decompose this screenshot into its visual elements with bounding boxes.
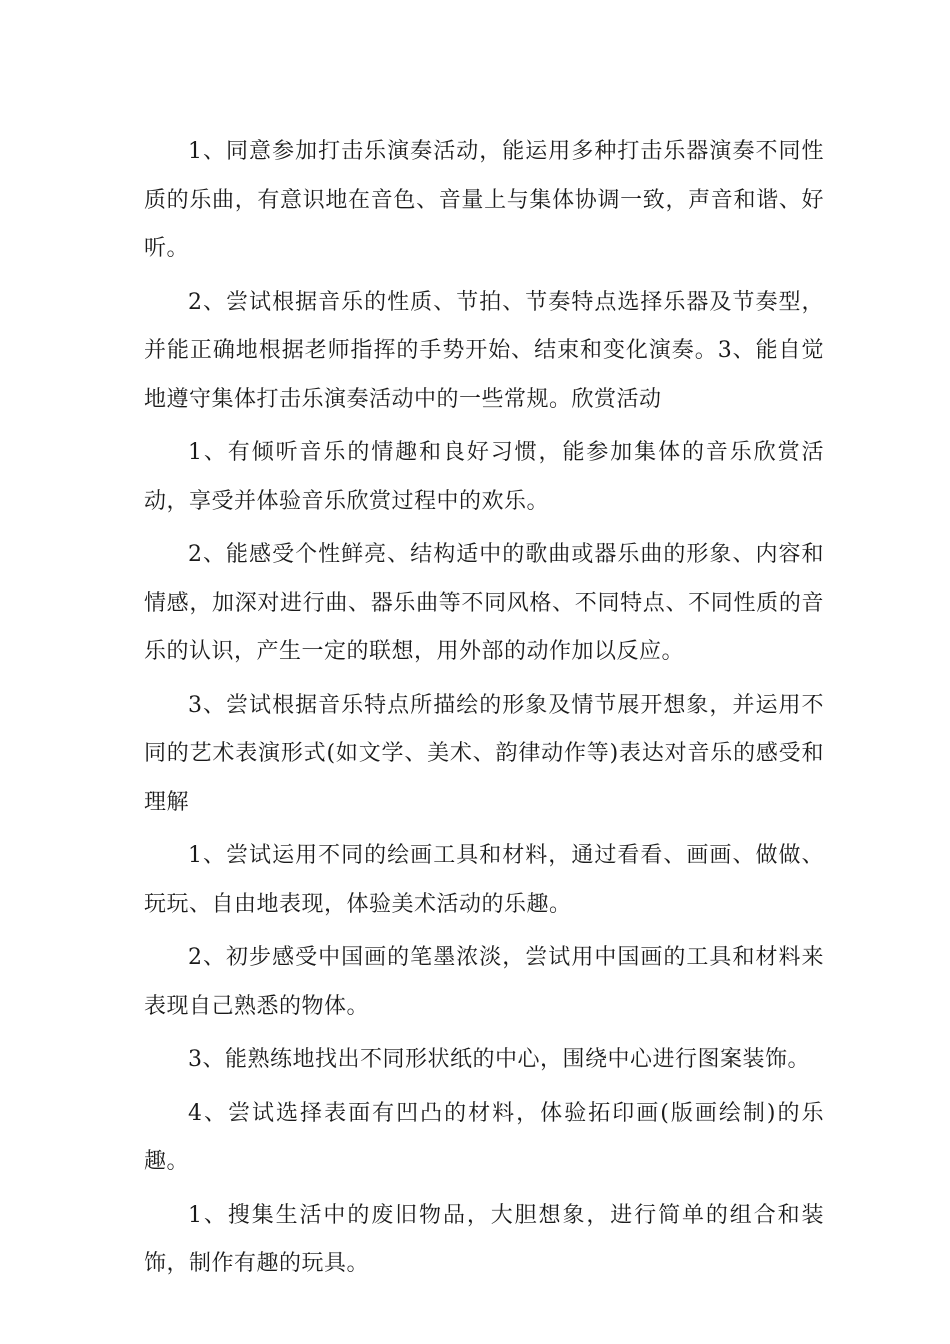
paragraph: 1、搜集生活中的废旧物品，大胆想象，进行简单的组合和装饰，制作有趣的玩具。 (144, 1202, 824, 1276)
paragraph: 1、尝试运用不同的绘画工具和材料，通过看看、画画、做做、玩玩、自由地表现，体验美术活动的乐趣。 (144, 843, 824, 917)
paragraph: 3、能熟练地找出不同形状纸的中心，围绕中心进行图案装饰。 (188, 1047, 810, 1072)
paragraph: 4、尝试选择表面有凹凸的材料，体验拓印画(版画绘制)的乐趣。 (144, 1100, 824, 1174)
paragraph: 2、初步感受中国画的笔墨浓淡，尝试用中国画的工具和材料来表现自己熟悉的物体。 (144, 945, 824, 1019)
paragraph: 2、能感受个性鲜亮、结构适中的歌曲或器乐曲的形象、内容和情感，加深对进行曲、器乐曲等不同风格、不同特点、不同性质的音乐的认识，产生一定的联想，用外部的动作加以反应。 (144, 542, 824, 664)
paragraph: 3、尝试根据音乐特点所描绘的形象及情节展开想象，并运用不同的艺术表演形式(如文学、美术、韵律动作等)表达对音乐的感受和理解 (144, 692, 824, 815)
paragraph: 1、同意参加打击乐演奏活动，能运用多种打击乐器演奏不同性质的乐曲，有意识地在音色、音量上与集体协调一致，声音和谐、好听。 (144, 139, 824, 261)
paragraph: 2、尝试根据音乐的性质、节拍、节奏特点选择乐器及节奏型，并能正确地根据老师指挥的手势开始、结束和变化演奏。3、能自觉地遵守集体打击乐演奏活动中的一些常规。欣赏活动 (144, 289, 824, 412)
document-body (144, 128, 824, 1294)
paragraph: 1、有倾听音乐的情趣和良好习惯，能参加集体的音乐欣赏活动，享受并体验音乐欣赏过程中的欢乐。 (144, 440, 824, 514)
